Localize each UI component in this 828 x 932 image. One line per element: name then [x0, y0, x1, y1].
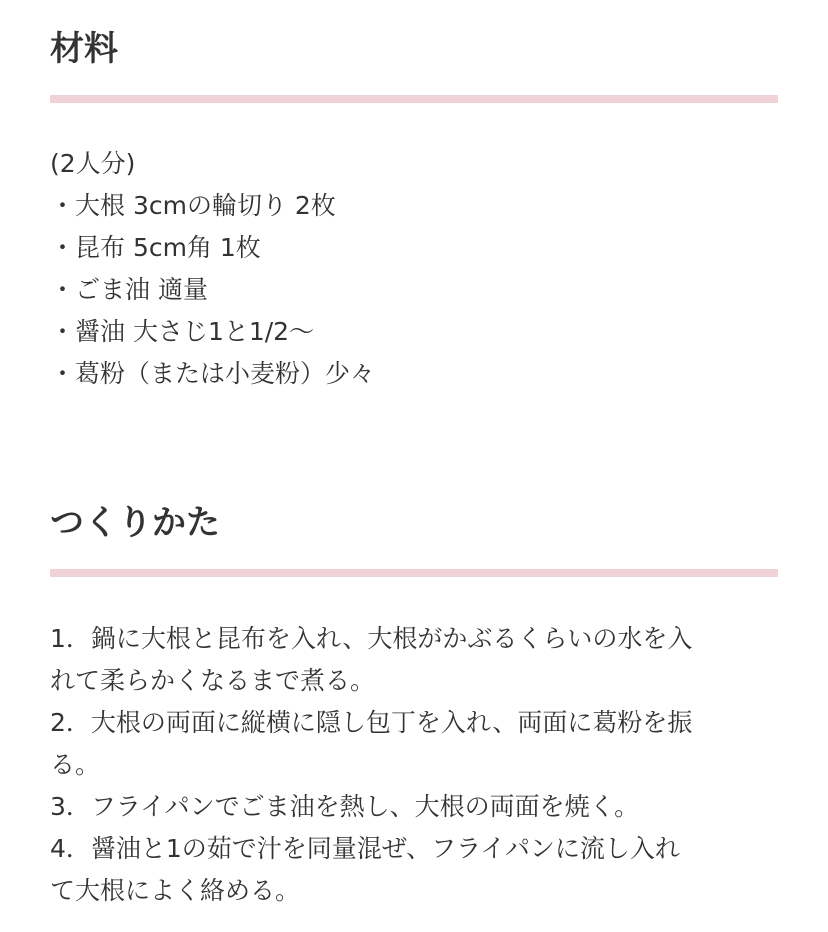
- ingredient-item: ・葛粉（または小麦粉）少々: [50, 359, 376, 388]
- method-divider: [50, 569, 778, 577]
- method-line: 3．フライパンでごま油を熱し、大根の両面を焼く。: [50, 792, 640, 821]
- method-line: る。: [50, 750, 101, 779]
- ingredients-list: [50, 143, 778, 395]
- serving-size: (2人分): [50, 149, 136, 178]
- method-steps: [50, 618, 778, 912]
- ingredients-divider: [50, 95, 778, 103]
- method-line: れて柔らかくなるまで煮る。: [50, 666, 376, 695]
- method-line: て大根によく絡める。: [50, 876, 301, 905]
- method-line: 4．醤油と1の茹で汁を同量混ぜ、フライパンに流し入れ: [50, 834, 680, 863]
- method-heading: つくりかた: [50, 503, 220, 543]
- ingredient-item: ・ごま油 適量: [50, 275, 208, 304]
- ingredient-item: ・大根 3cmの輪切り 2枚: [50, 191, 336, 220]
- ingredient-item: ・醤油 大さじ1と1/2〜: [50, 317, 315, 346]
- ingredients-heading: 材料: [50, 29, 118, 69]
- method-line: 1．鍋に大根と昆布を入れ、大根がかぶるくらいの水を入: [50, 624, 693, 653]
- method-line: 2．大根の両面に縦横に隠し包丁を入れ、両面に葛粉を振: [50, 708, 693, 737]
- ingredient-item: ・昆布 5cm角 1枚: [50, 233, 261, 262]
